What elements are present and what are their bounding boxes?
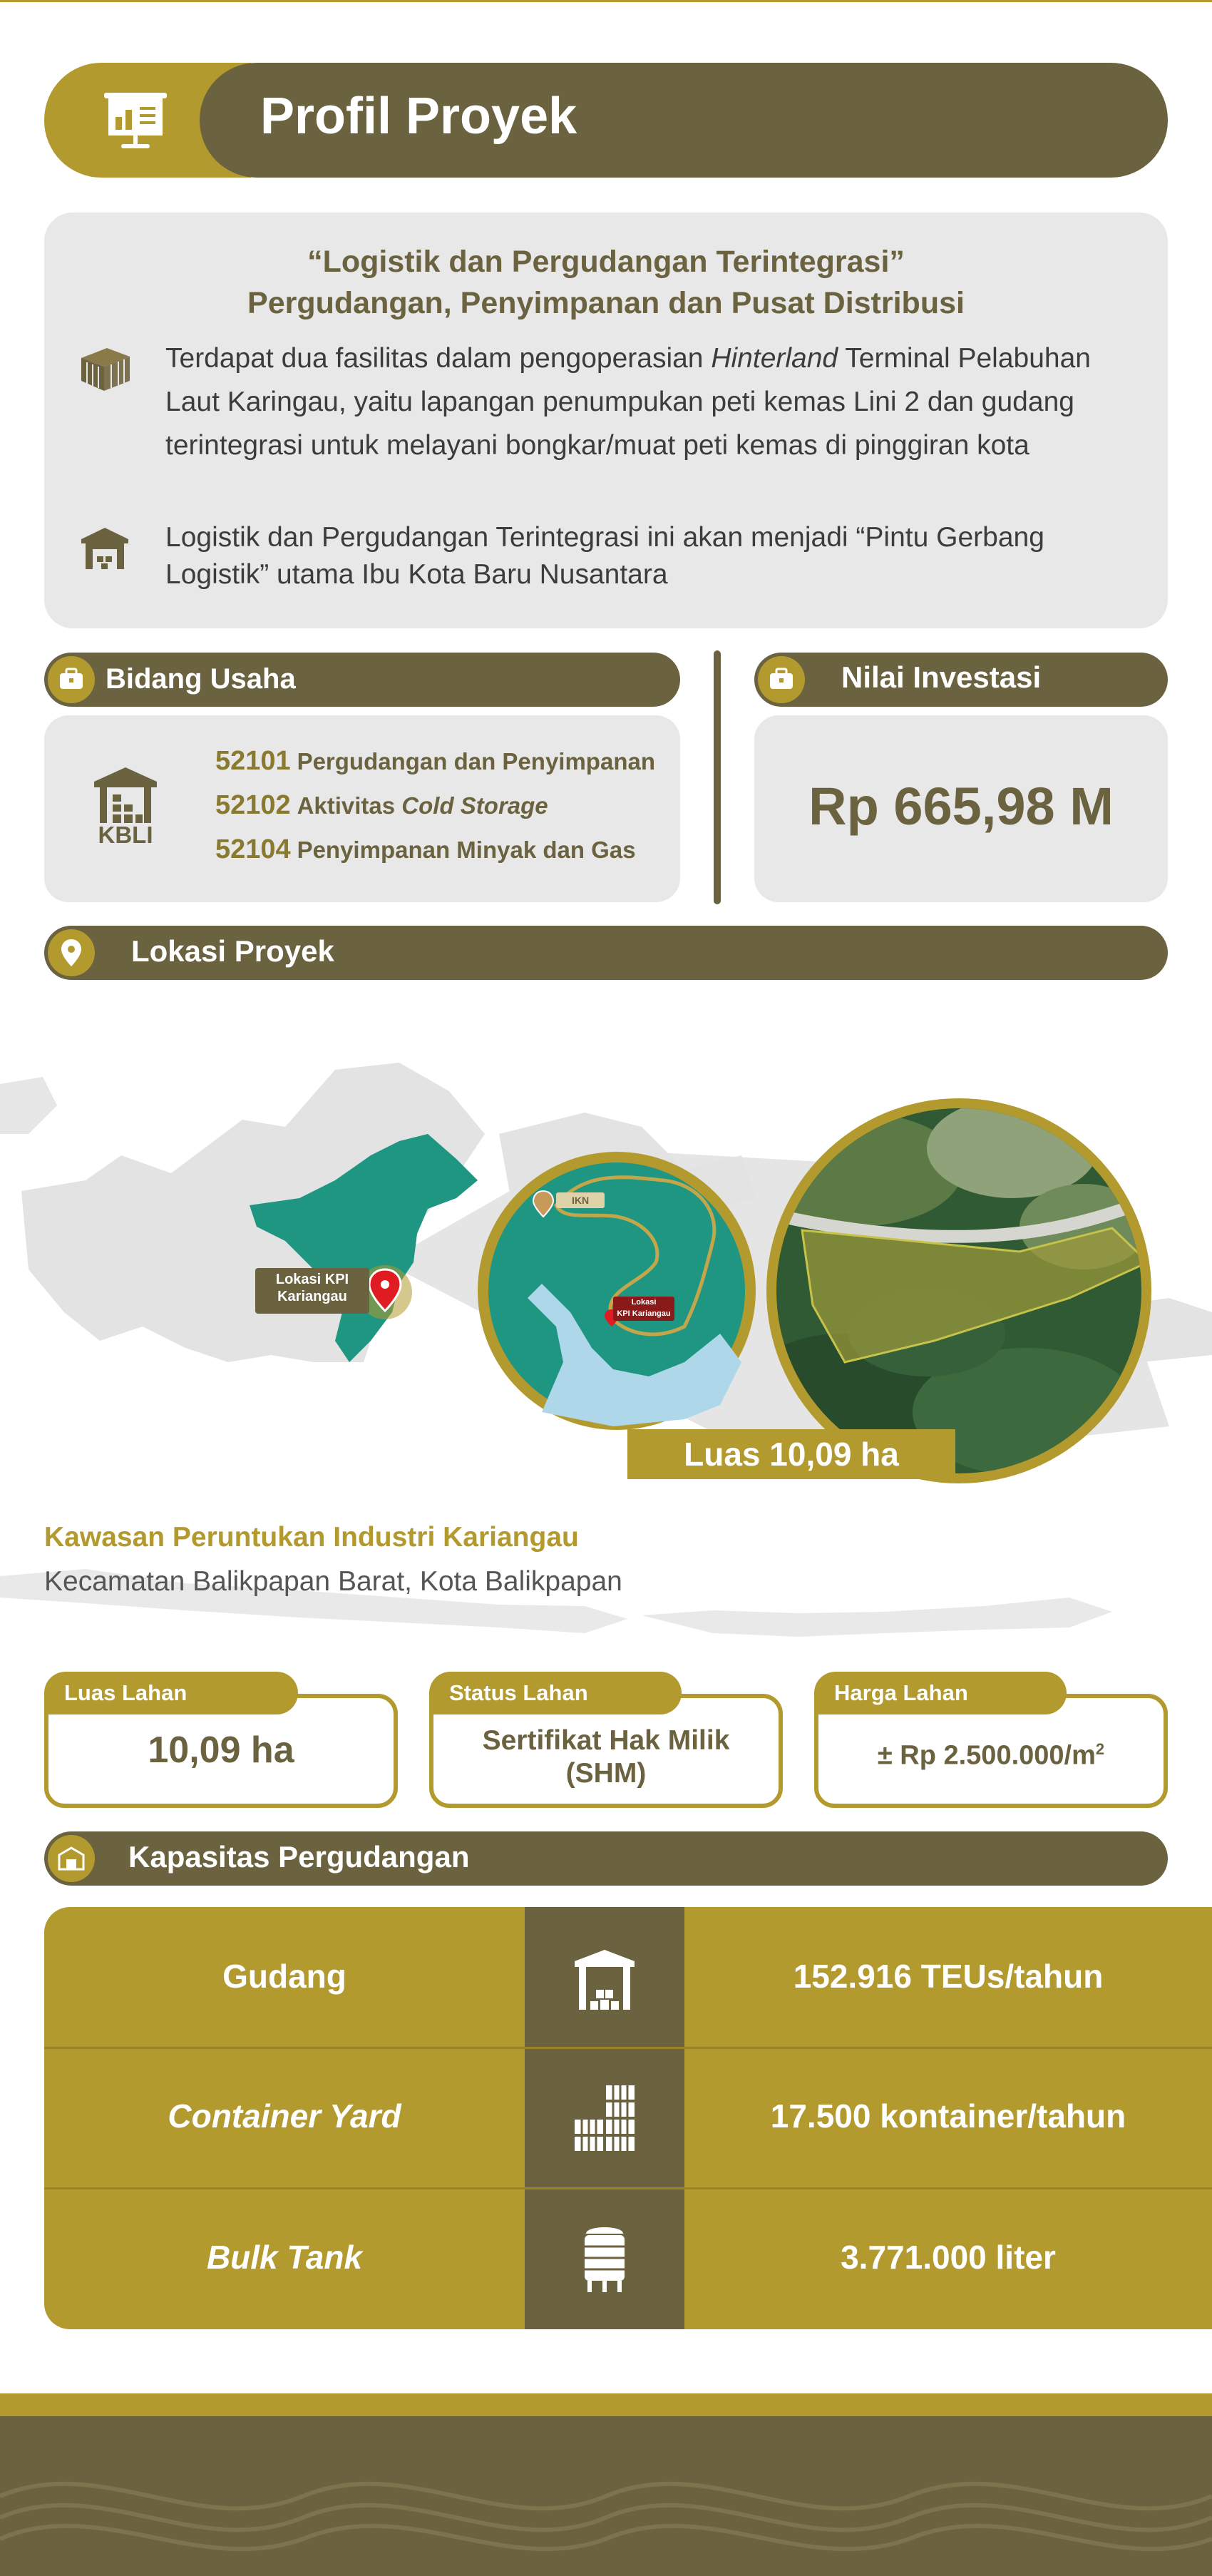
- footer-pattern: [0, 2453, 1212, 2576]
- location-pin-icon: [48, 929, 95, 976]
- status-lahan-tab: Status Lahan: [429, 1672, 682, 1714]
- kbli-warehouse-icon: [91, 765, 160, 824]
- intro-title: [44, 241, 1168, 324]
- kapasitas-title: Kapasitas Pergudangan: [128, 1840, 470, 1874]
- inset-lokasi-label: Lokasi KPI Kariangau: [617, 1298, 671, 1318]
- row-divider-1: [44, 2047, 1212, 2049]
- map-location-label: Lokasi KPI Kariangau: [275, 1272, 349, 1304]
- capacity-row-3-value: 3.771.000 liter: [841, 2239, 1056, 2276]
- luas-lahan-tab: Luas Lahan: [44, 1672, 298, 1714]
- top-border: [0, 0, 1212, 2]
- luas-lahan-value: 10,09 ha: [148, 1729, 294, 1771]
- intro-paragraph-1: Terdapat dua fasilitas dalam pengoperasian Hinterland Terminal Pelabuhan Laut Karingau, yaitu lapangan penumpukan peti kemas Lini 2 dan gudang terintegrasi untuk melayani bongkar/muat peti kemas di pinggiran kota: [165, 343, 1091, 461]
- harga-lahan-tab: Harga Lahan: [814, 1672, 1067, 1714]
- inset-ikn-label: IKN: [571, 1195, 590, 1206]
- location-pin-badge: [48, 929, 95, 976]
- footer-stripe: [0, 2393, 1212, 2416]
- warehouse-small-icon: [48, 1835, 95, 1882]
- harga-lahan-value: ± Rp $2.500.000/m^2$: [877, 1740, 1105, 1771]
- sumatra-land: [0, 1077, 57, 1134]
- kbli-item-1: 52101 Pergudangan dan Penyimpanan: [215, 746, 655, 776]
- kecamatan-text: Kecamatan Balikpapan Barat, Kota Balikpapan: [44, 1566, 622, 1597]
- intro-title-line2: Pergudangan, Penyimpanan dan Pusat Distribusi: [247, 286, 965, 320]
- row-divider-2: [44, 2187, 1212, 2189]
- area-badge: Luas 10,09 ha: [627, 1429, 955, 1479]
- intro-title-line1: “Logistik dan Pergudangan Terintegrasi”: [307, 245, 905, 279]
- capacity-row-1-value: 152.916 TEUs/tahun: [793, 1958, 1104, 1995]
- briefcase-icon-badge: [48, 656, 95, 703]
- kbli-label: KBLI: [98, 822, 153, 848]
- page-title: Profil Proyek: [260, 88, 577, 145]
- warehouse-icon: [570, 1946, 639, 2014]
- kbli-item-2: 52102 Aktivitas Cold Storage: [215, 790, 548, 820]
- presentation-board-icon: [100, 86, 171, 157]
- nilai-investasi-title: Nilai Investasi: [841, 660, 1042, 694]
- capacity-row-1-name: Gudang: [222, 1958, 346, 1995]
- lokasi-proyek-title: Lokasi Proyek: [131, 934, 334, 968]
- bidang-usaha-title: Bidang Usaha: [106, 663, 296, 695]
- status-lahan-value: Sertifikat Hak Milik (SHM): [482, 1725, 730, 1789]
- container-stack-icon: [570, 2082, 639, 2154]
- briefcase-icon: [758, 656, 805, 703]
- warehouse-badge: [48, 1835, 95, 1882]
- storage-tank-icon: [579, 2219, 630, 2294]
- capacity-row-2-name: Container Yard: [168, 2097, 401, 2135]
- section-divider: [714, 650, 721, 904]
- intro-paragraph-2: Logistik dan Pergudangan Terintegrasi ini akan menjadi “Pintu Gerbang Logistik” utama Ibu Kota Baru Nusantara: [165, 522, 1044, 590]
- nusa-tenggara-land: [642, 1598, 1112, 1637]
- container-box-icon: [78, 344, 132, 394]
- kbli-item-3: 52104 Penyimpanan Minyak dan Gas: [215, 834, 636, 864]
- location-map: [0, 1027, 1212, 1655]
- briefcase-icon: [48, 656, 95, 703]
- investment-value: Rp 665,98 M: [808, 777, 1114, 836]
- kawasan-title: Kawasan Peruntukan Industri Kariangau: [44, 1522, 579, 1553]
- capacity-row-2-value: 17.500 kontainer/tahun: [770, 2097, 1126, 2135]
- briefcase-icon-badge-2: [758, 656, 805, 703]
- warehouse-building-icon: [80, 525, 130, 571]
- capacity-row-3-name: Bulk Tank: [206, 2239, 363, 2276]
